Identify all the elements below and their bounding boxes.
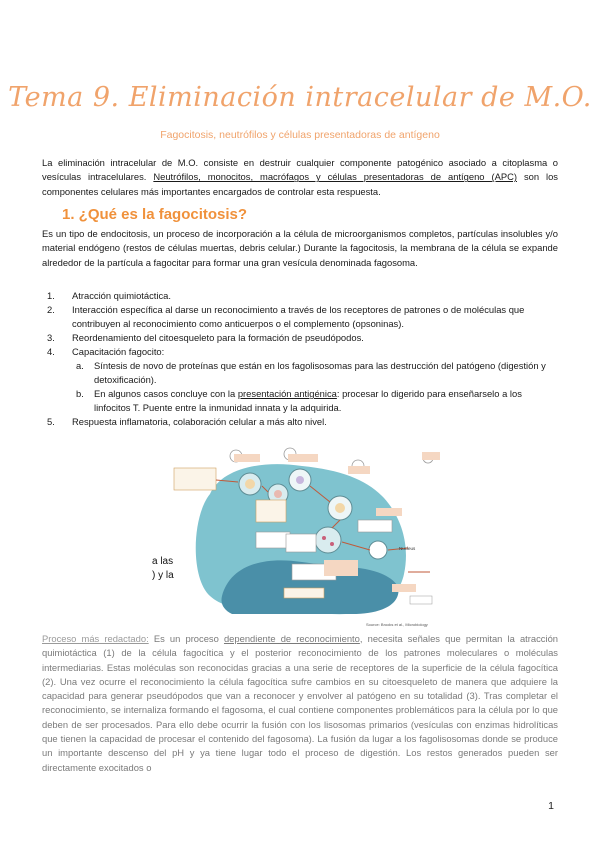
list-item xyxy=(42,415,558,429)
list-number: 5. xyxy=(47,416,55,427)
sublist-item xyxy=(72,359,558,387)
particle xyxy=(335,503,345,513)
list-text: Interacción específica al darse un reconocimiento a través de los receptores de patrones o de moléculas que contribuyen al reconocimiento como anticuerpos o el complemento (opsoninas). xyxy=(72,304,525,329)
list-item xyxy=(42,289,558,303)
sublist-text: Síntesis de novo de proteínas que están en los fagolisosomas para las destrucción del patógeno (digestión y detoxificación). xyxy=(94,360,546,385)
page-title: Tema 9. Eliminación intracelular de M.O. xyxy=(8,82,592,113)
step-tag xyxy=(348,466,370,474)
step-tag xyxy=(288,454,318,462)
particle xyxy=(296,476,304,484)
sublist-underlined: presentación antigénica xyxy=(237,388,337,399)
substeps-list xyxy=(72,359,558,415)
list-text: Capacitación fagocito: xyxy=(72,346,165,357)
overlay-text: ) y la xyxy=(152,570,174,581)
list-text: Reordenamiento del citoesqueleto para la formación de pseudópodos. xyxy=(72,332,364,343)
label-box xyxy=(286,534,316,552)
list-number: 3. xyxy=(47,332,55,343)
page-subtitle: Fagocitosis, neutrófilos y células presentadoras de antígeno xyxy=(160,129,440,141)
sublist-number: b. xyxy=(76,388,84,399)
steps-list xyxy=(42,289,558,429)
process-paragraph xyxy=(42,632,558,775)
label-box xyxy=(284,588,324,598)
list-number: 1. xyxy=(47,290,55,301)
process-text: , necesita señales que permitan la atracción quimiotáctica (1) de la célula fagocítica y el posterior reconocimiento de los patrones moleculares o moléculas intermediarias. Estas moléculas son reconocidas gracias a una serie de receptores de la superficie de la célula fagocítica (2). Una vez ocurre el reconocimiento la célula fagocítica sufre cambios en su citoesqueleto de manera que adquiere la capacidad para generar pseudópodos que van a reconocer y envolver al patógeno en su totalidad (3). Tras completar el reconocimiento, se internaliza formando el fagosoma, el cual contiene componentes problemáticos para la célula por lo que deben de ser procesados. Para ello debe ocurrir la fusión con los lisosomas primarios (vesículas con enzimas hidrolíticas que tienen la capacidad de procesar el contenido del fagosoma). La fusión da lugar a los fagolisosomas donde se produce un importante descenso del pH y ya tiene lugar todo el proceso de digestión. Los restos generados pueden ser directamente exocitados o xyxy=(42,633,559,773)
intro-text-1: La eliminación intracelular de M.O. consiste en destruir cualquier componente patogénico asociado a citoplasma o vesículas intracelulares. xyxy=(42,157,558,183)
phagolysosome xyxy=(315,527,341,553)
sublist-text: : procesar lo digerido para enseñarselo a los linfocitos T. Puente entre la inmunidad innata y la adquirida. xyxy=(94,388,522,413)
list-text: Atracción quimiotáctica. xyxy=(72,290,172,301)
label-box xyxy=(256,500,286,522)
label-box xyxy=(410,596,432,604)
list-text: Respuesta inflamatoria, colaboración celular a más alto nivel. xyxy=(72,416,327,427)
intro-text-2: son los componentes celulares más importantes encargados de controlar esta respuesta. xyxy=(42,171,558,197)
step-tag xyxy=(422,452,440,460)
step-tag xyxy=(392,584,416,592)
intro-underlined: Neutrófilos, monocitos, macrófagos y células presentadoras de antígeno (APC) xyxy=(153,171,517,183)
enzyme-dot xyxy=(322,536,326,540)
list-item xyxy=(42,345,558,415)
step-tag xyxy=(376,508,402,516)
sublist-text: En algunos casos concluye con la xyxy=(94,388,238,399)
list-number: 2. xyxy=(47,304,55,315)
particle xyxy=(274,490,282,498)
section-paragraph: Es un tipo de endocitosis, un proceso de incorporación a la célula de microorganismos completos, partículas insolubles y/o material endógeno (restos de células muertas, debris celular.) Durante la fagocitosis, la membrana de la célula se expande alrededor de la partícula a fagocitar para formar una gran vesícula denominada fagosoma. xyxy=(42,228,558,268)
list-item xyxy=(42,303,558,331)
step-tag xyxy=(234,454,260,462)
enzyme-dot xyxy=(330,542,334,546)
process-underlined: dependiente de reconocimiento xyxy=(223,633,360,644)
step-tag xyxy=(324,560,358,576)
phagocytosis-diagram xyxy=(152,446,444,628)
process-text: Es un proceso xyxy=(148,633,224,644)
figure-credit: Source: Brooks et al., Microbiology xyxy=(366,622,428,627)
process-lead: Proceso más redactado: xyxy=(42,633,149,644)
list-number: 4. xyxy=(47,346,55,357)
particle xyxy=(245,479,255,489)
list-item xyxy=(42,331,558,345)
label-box xyxy=(174,468,216,490)
label-box xyxy=(256,532,290,548)
sublist-item xyxy=(72,387,558,415)
label-box xyxy=(358,520,392,532)
sublist-number: a. xyxy=(76,360,84,371)
intro-paragraph xyxy=(42,156,558,199)
overlay-text: a las xyxy=(152,556,174,567)
nucleus-label: Nucleus xyxy=(399,546,416,551)
section-heading: 1. ¿Qué es la fagocitosis? xyxy=(62,206,248,223)
vesicle xyxy=(369,541,387,559)
page-number: 1 xyxy=(548,800,554,812)
